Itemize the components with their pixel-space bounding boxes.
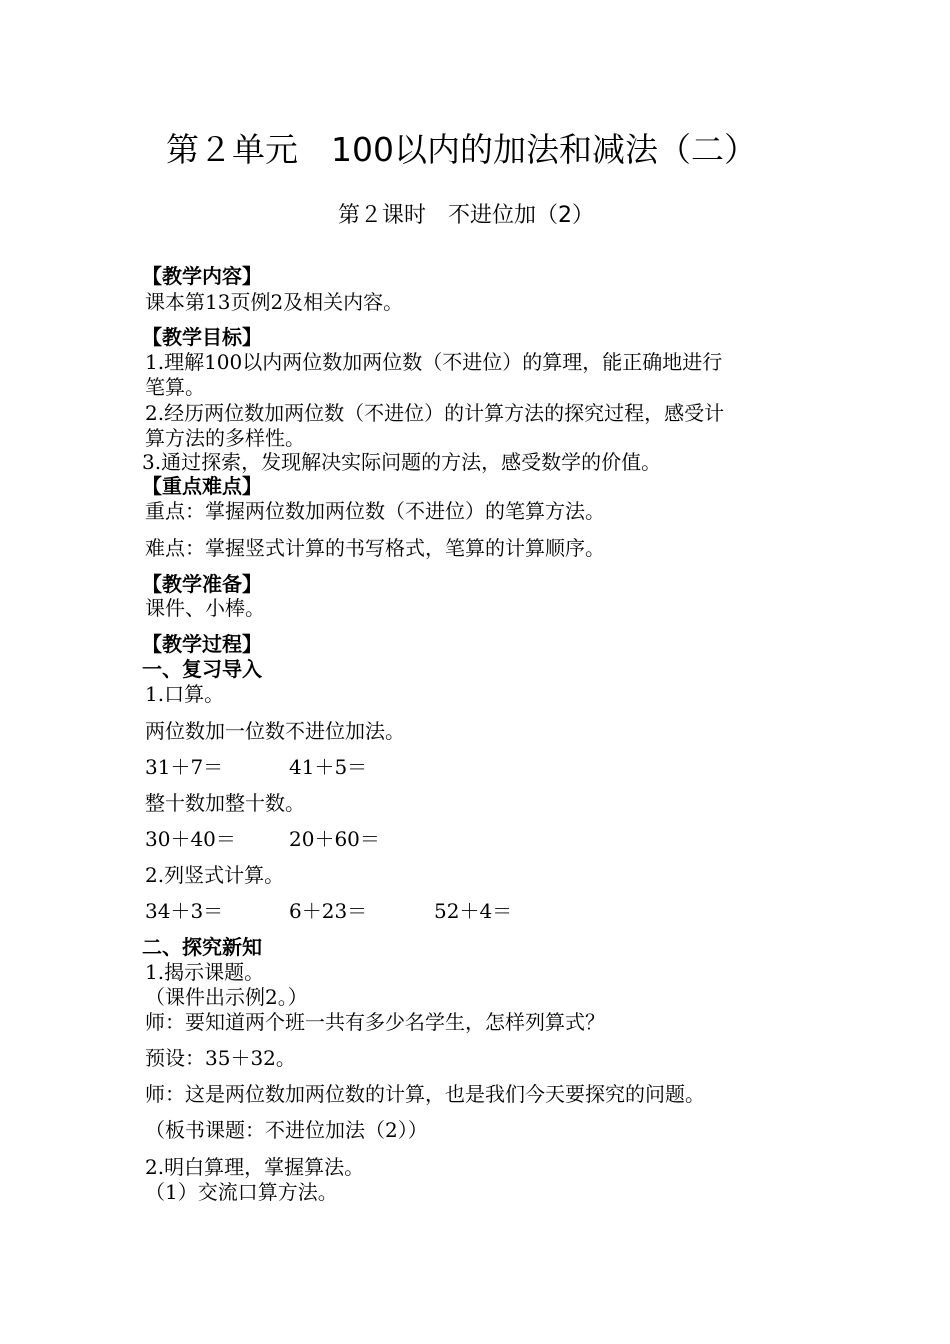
s2-item-1: 1.揭示课题。 (145, 960, 265, 984)
s2-board: （板书课题：不进位加法（2）） (145, 1118, 428, 1142)
heading-prep: 【教学准备】 (142, 572, 262, 596)
formula: 6＋23＝ (289, 899, 368, 923)
section-2-title: 二、探究新知 (142, 935, 262, 959)
s2-preset: 预设：35＋32。 (145, 1046, 296, 1070)
goal-2-line-1: 2.经历两位数加两位数（不进位）的计算方法的探究过程，感受计 (145, 401, 725, 425)
s2-note-1: （课件出示例2。） (145, 985, 308, 1009)
s2-item-2: 2.明白算理，掌握算法。 (145, 1155, 365, 1179)
lesson-subtitle: 第２课时 不进位加（2） (338, 203, 594, 228)
s2-sub-1: （1）交流口算方法。 (145, 1180, 338, 1204)
section-1-title: 一、复习导入 (142, 657, 262, 681)
s1-item-1-desc-2: 整十数加整十数。 (145, 791, 305, 815)
s2-teacher-1: 师：要知道两个班一共有多少名学生，怎样列算式？ (145, 1010, 605, 1034)
s1-item-1-desc: 两位数加一位数不进位加法。 (145, 719, 405, 743)
key-point: 重点：掌握两位数加两位数（不进位）的笔算方法。 (145, 499, 605, 523)
goal-2-line-2: 算方法的多样性。 (145, 426, 305, 450)
formula: 34＋3＝ (145, 899, 224, 923)
goal-1-line-1: 1.理解100以内两位数加两位数（不进位）的算理，能正确地进行 (145, 350, 723, 374)
formula: 20＋60＝ (289, 827, 380, 851)
difficult-point: 难点：掌握竖式计算的书写格式，笔算的计算顺序。 (145, 536, 605, 560)
formula: 31＋7＝ (145, 755, 224, 779)
goal-1-line-2: 笔算。 (145, 375, 205, 399)
s1-item-2: 2.列竖式计算。 (145, 863, 285, 887)
formula: 52＋4＝ (434, 899, 513, 923)
goal-3: 3.通过探索，发现解决实际问题的方法，感受数学的价值。 (142, 450, 662, 474)
heading-process: 【教学过程】 (142, 632, 262, 656)
s2-teacher-2: 师：这是两位数加两位数的计算，也是我们今天要探究的问题。 (145, 1082, 705, 1106)
formula: 41＋5＝ (289, 755, 368, 779)
s1-item-1: 1.口算。 (145, 682, 225, 706)
heading-goals: 【教学目标】 (142, 325, 262, 349)
formula: 30＋40＝ (145, 827, 236, 851)
heading-content: 【教学内容】 (142, 264, 262, 288)
page-title: 第２单元 100以内的加法和减法（二） (166, 130, 757, 169)
heading-key: 【重点难点】 (142, 474, 262, 498)
content-text: 课本第13页例2及相关内容。 (145, 290, 404, 314)
prep-text: 课件、小棒。 (145, 596, 265, 620)
